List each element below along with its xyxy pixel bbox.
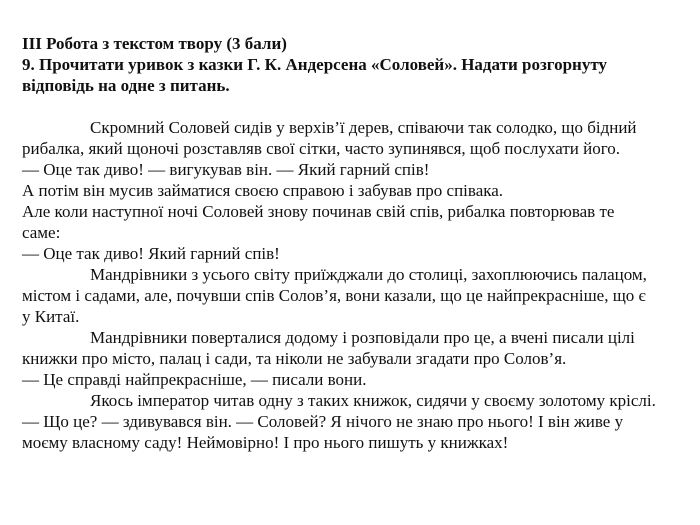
task-heading-line-2: відповідь на одне з питань. <box>22 76 230 95</box>
text-line: моєму власному саду! Неймовірно! І про нього пишуть у книжках! <box>22 433 509 452</box>
text-line: — Що це? — здивувався він. — Соловей? Я нічого не знаю про нього! І він живе у <box>22 412 624 431</box>
text-line: А потім він мусив займатися своєю справою і забував про співака. <box>22 181 504 200</box>
text-line: Скромний Соловей сидів у верхів’ї дерев, співаючи так солодко, що бідний <box>90 118 637 137</box>
section-heading: ІІІ Робота з текстом твору (3 бали) <box>22 34 287 53</box>
task-heading-line-1: 9. Прочитати уривок з казки Г. К. Андерсена «Соловей». Надати розгорнуту <box>22 55 607 74</box>
text-line: у Китаї. <box>22 307 80 326</box>
text-line: Але коли наступної ночі Соловей знову починав свій спів, рибалка повторював те <box>22 202 615 221</box>
text-line: — Це справді найпрекрасніше, — писали вони. <box>22 370 367 389</box>
text-line: містом і садами, але, почувши спів Солов’я, вони казали, що це найпрекрасніше, що є <box>22 286 646 305</box>
document-page <box>22 33 656 453</box>
text-line: рибалка, який щоночі розставляв свої сітки, часто зупинявся, щоб послухати його. <box>22 139 621 158</box>
text-line: Мандрівники з усього світу приїжджали до столиці, захоплюючись палацом, <box>90 265 647 284</box>
text-line: — Оце так диво! Який гарний спів! <box>22 244 280 263</box>
text-line: Якось імператор читав одну з таких книжок, сидячи у своєму золотому кріслі. <box>90 391 656 410</box>
text-line: — Оце так диво! — вигукував він. — Який гарний спів! <box>22 160 430 179</box>
text-line: саме: <box>22 223 61 242</box>
text-line: книжки про місто, палац і сади, та ніколи не забували згадати про Солов’я. <box>22 349 567 368</box>
story-excerpt <box>22 117 656 453</box>
text-line: Мандрівники поверталися додому і розповідали про це, а вчені писали цілі <box>90 328 635 347</box>
spacer <box>22 96 656 117</box>
